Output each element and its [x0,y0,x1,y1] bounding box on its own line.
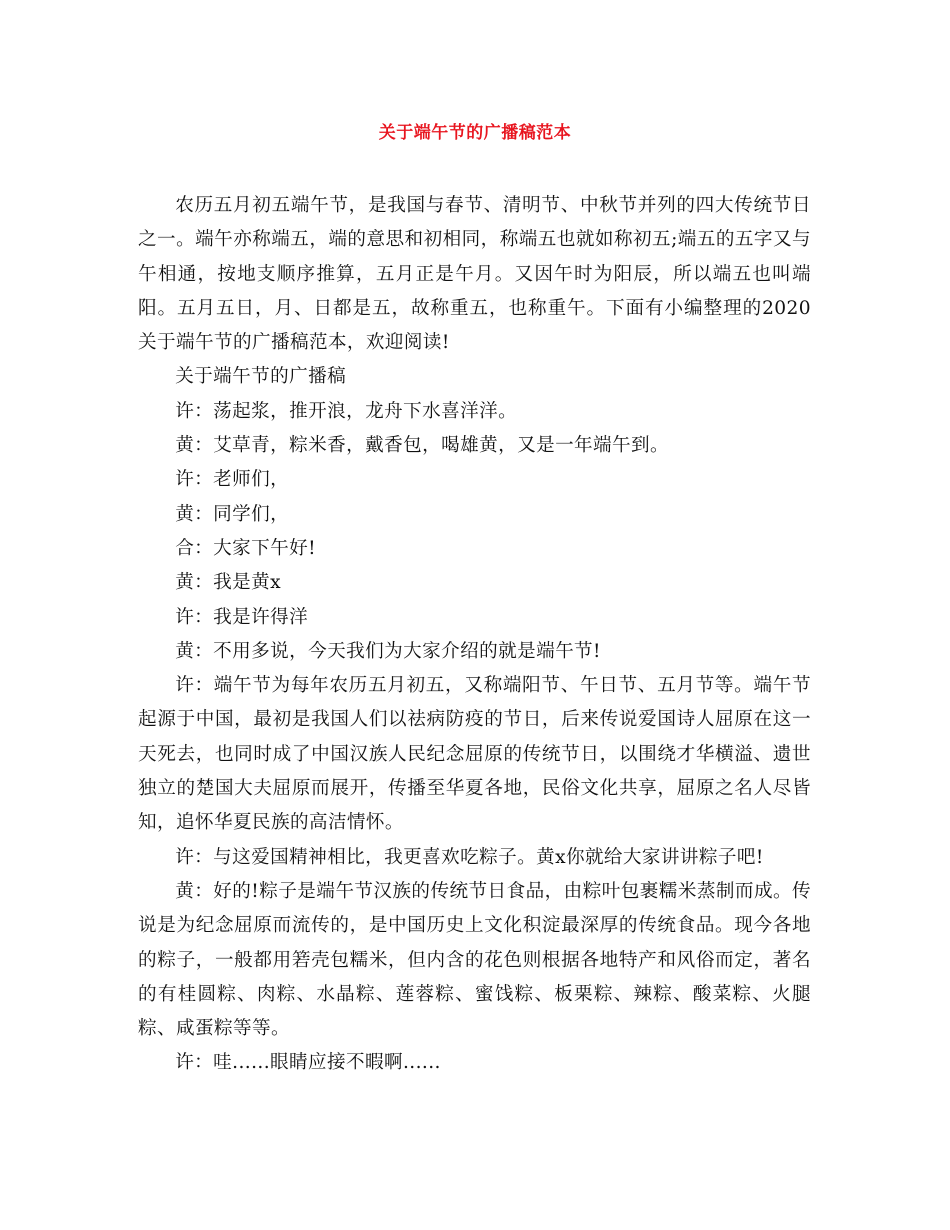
document-body [138,189,811,1081]
paragraph-dialogue: 黄：不用多说，今天我们为大家介绍的就是端午节! [175,640,601,662]
paragraph-dialogue: 黄：我是黄x [175,572,282,594]
document-title: 关于端午节的广播稿范本 [378,123,572,143]
paragraph-dialogue: 许：端午节为每年农历五月初五，又称端阳节、午日节、五月节等。端午节起源于中国，最初是我国人们以祛病防疫的节日，后来传说爱国诗人屈原在这一天死去，也同时成了中国汉族人民纪念屈原的传统节日，以围绕才华横溢、遗世独立的楚国大夫屈原而展开，传播至华夏各地，民俗文化共享，屈原之名人尽皆知，追怀华夏民族的高洁情怀。 [138,675,811,834]
paragraph-dialogue: 黄：艾草青，粽米香，戴香包，喝雄黄，又是一年端午到。 [175,435,670,457]
paragraph-dialogue: 合：大家下午好! [175,537,317,559]
paragraph-dialogue: 黄：好的!粽子是端午节汉族的传统节日食品，由粽叶包裹糯米蒸制而成。传说是为纪念屈原而流传的，是中国历史上文化积淀最深厚的传统食品。现今各地的粽子，一般都用箬壳包糯米，但内含的花色则根据各地特产和风俗而定，著名的有桂圆粽、肉粽、水晶粽、莲蓉粽、蜜饯粽、板栗粽、辣粽、酸菜粽、火腿粽、咸蛋粽等等。 [138,880,811,1040]
paragraph-dialogue: 许：荡起浆，推开浪，龙舟下水喜洋洋。 [175,400,518,422]
paragraph-subtitle: 关于端午节的广播稿 [175,366,347,388]
paragraph-dialogue: 许：老师们， [175,469,290,491]
paragraph-dialogue: 许：我是许得洋 [175,606,309,628]
paragraph-dialogue: 黄：同学们， [175,503,290,525]
paragraph-dialogue: 许：哇......眼睛应接不暇啊...... [175,1052,441,1074]
paragraph-intro: 农历五月初五端午节，是我国与春节、清明节、中秋节并列的四大传统节日之一。端午亦称端五，端的意思和初相同，称端五也就如称初五;端五的五字又与午相通，按地支顺序推算，五月正是午月。又因午时为阳辰，所以端五也叫端阳。五月五日，月、日都是五，故称重五，也称重午。下面有小编整理的2020关于端午节的广播稿范本，欢迎阅读! [138,195,811,354]
paragraph-dialogue: 许：与这爱国精神相比，我更喜欢吃粽子。黄x你就给大家讲讲粽子吧! [175,846,764,868]
